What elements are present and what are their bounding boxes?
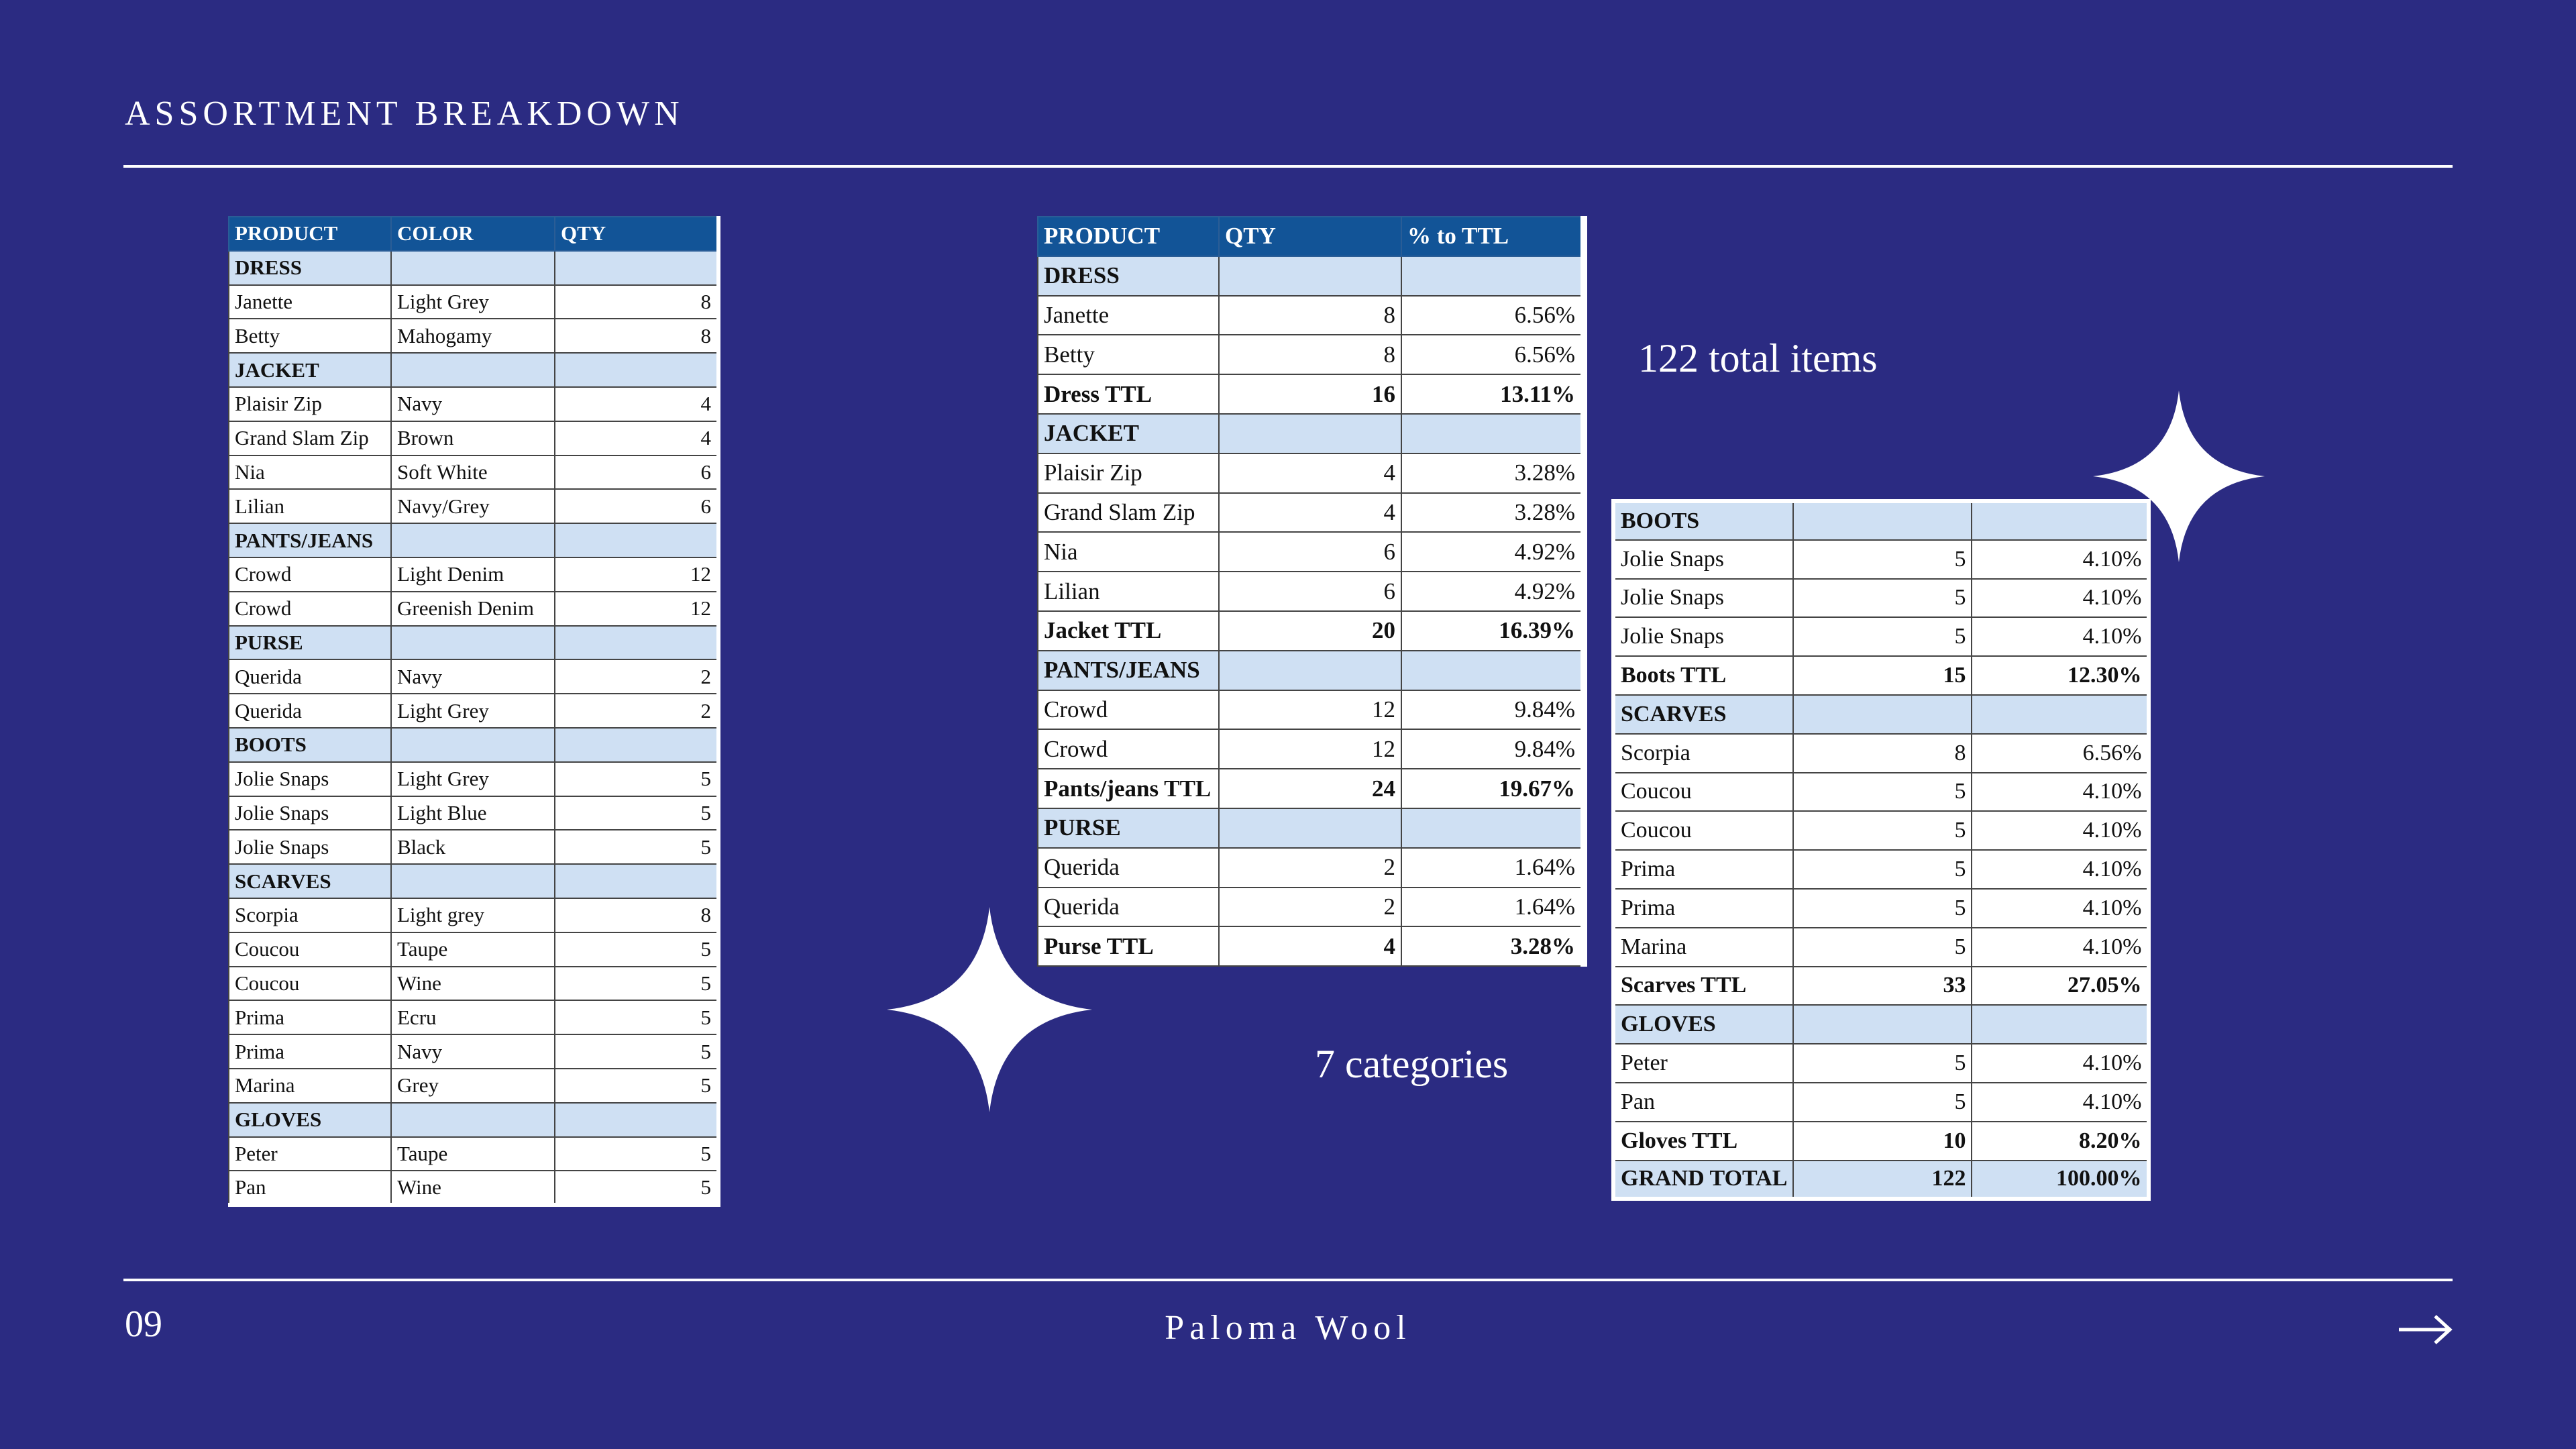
product-cell: JACKET [229,353,391,387]
product-cell: Jolie Snaps [1613,579,1793,618]
color-cell: Wine [391,1171,555,1205]
product-cell: Scorpia [229,898,391,932]
product-cell: Lilian [1038,572,1219,611]
category-row [1038,256,1584,296]
product-cell: Marina [1613,928,1793,967]
qty-cell: 4 [555,421,718,455]
category-row [229,353,718,387]
qty-cell: 5 [1793,1083,1972,1122]
pct-cell: 4.92% [1401,532,1584,572]
color-cell [391,251,555,285]
qty-cell: 5 [555,830,718,864]
top-divider [123,165,2453,168]
total-row [1613,656,2149,695]
totals-table-1-body [1038,217,1584,966]
product-cell: Janette [229,285,391,319]
brand-name: Paloma Wool [1165,1309,1411,1347]
table-row [1613,1044,2149,1083]
qty-cell: 8 [1793,734,1972,773]
product-cell: Crowd [229,557,391,592]
table-row [229,830,718,864]
assortment-table-by-color [228,216,720,1207]
product-cell: Grand Slam Zip [1038,493,1219,533]
total-items-note: 122 total items [1638,336,1878,380]
pct-cell: 9.84% [1401,690,1584,730]
product-cell: Querida [1038,888,1219,927]
table-row [1038,453,1584,493]
table-row [229,285,718,319]
qty-cell: 12 [1219,690,1401,730]
product-cell: Purse TTL [1038,926,1219,966]
qty-cell: 8 [555,898,718,932]
qty-cell: 5 [555,967,718,1001]
product-cell: Prima [1613,889,1793,928]
color-cell [391,864,555,898]
total-row [1038,611,1584,651]
pct-cell: 16.39% [1401,611,1584,651]
qty-cell: 2 [1219,848,1401,888]
column-header: QTY [1219,217,1401,256]
pct-cell: 4.10% [1972,1083,2149,1122]
color-cell: Light Grey [391,762,555,796]
color-cell: Light grey [391,898,555,932]
qty-cell [1219,808,1401,848]
totals-table-2-body [1613,501,2149,1199]
product-cell: Janette [1038,296,1219,335]
column-header: QTY [555,217,718,251]
color-cell [391,353,555,387]
color-cell: Light Grey [391,694,555,728]
pct-cell: 1.64% [1401,888,1584,927]
qty-cell: 33 [1793,967,1972,1006]
pct-cell: 8.20% [1972,1122,2149,1161]
pct-cell [1401,256,1584,296]
qty-cell: 4 [1219,453,1401,493]
product-cell: Nia [1038,532,1219,572]
category-row [1613,1005,2149,1044]
product-cell: Querida [1038,848,1219,888]
category-row [1038,651,1584,690]
qty-cell: 24 [1219,769,1401,808]
pct-cell: 4.10% [1972,579,2149,618]
grand-total-row [1613,1161,2149,1199]
qty-cell: 8 [1219,335,1401,374]
product-cell: Pants/jeans TTL [1038,769,1219,808]
qty-cell: 6 [1219,532,1401,572]
qty-cell [555,353,718,387]
table-row [1613,928,2149,967]
table-row [229,762,718,796]
qty-cell: 16 [1219,374,1401,414]
pct-cell: 4.10% [1972,889,2149,928]
product-cell: JACKET [1038,414,1219,453]
qty-cell: 12 [555,557,718,592]
qty-cell: 2 [1219,888,1401,927]
product-cell: Dress TTL [1038,374,1219,414]
qty-cell: 10 [1793,1122,1972,1161]
pct-cell: 4.10% [1972,540,2149,579]
qty-cell: 5 [555,1171,718,1205]
color-cell: Navy [391,1034,555,1069]
color-cell [391,626,555,660]
column-header: PRODUCT [229,217,391,251]
qty-cell: 5 [555,796,718,830]
qty-cell: 5 [1793,617,1972,656]
pct-cell [1972,695,2149,734]
table-row [1038,888,1584,927]
product-cell: Jolie Snaps [1613,617,1793,656]
table-row [1613,540,2149,579]
arrow-right-icon[interactable] [2398,1313,2453,1346]
table-row [229,1000,718,1034]
product-cell: Querida [229,659,391,694]
pct-cell: 6.56% [1401,296,1584,335]
qty-cell: 20 [1219,611,1401,651]
product-cell: Pan [1613,1083,1793,1122]
category-row [1613,501,2149,540]
qty-cell: 6 [1219,572,1401,611]
bottom-divider [123,1279,2453,1281]
table-row [229,489,718,523]
pct-cell: 4.10% [1972,773,2149,812]
qty-cell: 8 [555,285,718,319]
product-cell: Gloves TTL [1613,1122,1793,1161]
column-header: COLOR [391,217,555,251]
product-cell: Coucou [1613,773,1793,812]
product-cell: Betty [1038,335,1219,374]
color-cell: Light Blue [391,796,555,830]
product-cell: GLOVES [229,1103,391,1137]
qty-cell: 4 [555,387,718,421]
table-row [1038,532,1584,572]
column-header: PRODUCT [1038,217,1219,256]
product-cell: Pan [229,1171,391,1205]
category-row [1038,808,1584,848]
total-row [1038,374,1584,414]
product-cell: Plaisir Zip [1038,453,1219,493]
product-cell: BOOTS [229,728,391,762]
product-cell: PANTS/JEANS [229,523,391,557]
table-row [1613,850,2149,889]
category-row [229,1103,718,1137]
color-cell: Taupe [391,1137,555,1171]
pct-cell: 100.00% [1972,1161,2149,1199]
product-cell: PURSE [1038,808,1219,848]
product-cell: DRESS [1038,256,1219,296]
product-cell: Lilian [229,489,391,523]
table-row [1038,572,1584,611]
qty-cell [555,1103,718,1137]
pct-cell: 13.11% [1401,374,1584,414]
table-row [1038,493,1584,533]
product-cell: Coucou [1613,811,1793,850]
header-row [1038,217,1584,256]
table-row [1613,811,2149,850]
product-cell: Jolie Snaps [1613,540,1793,579]
qty-cell [555,864,718,898]
qty-cell: 5 [555,1069,718,1103]
table-row [229,592,718,626]
table-row [1613,734,2149,773]
color-cell: Black [391,830,555,864]
color-cell: Greenish Denim [391,592,555,626]
pct-cell: 12.30% [1972,656,2149,695]
product-cell: GRAND TOTAL [1613,1161,1793,1199]
product-cell: Marina [229,1069,391,1103]
qty-cell [1793,1005,1972,1044]
qty-cell: 5 [555,1137,718,1171]
qty-cell [1793,501,1972,540]
table-row [229,557,718,592]
pct-cell: 3.28% [1401,453,1584,493]
qty-cell: 2 [555,694,718,728]
table-row [1613,773,2149,812]
pct-cell: 27.05% [1972,967,2149,1006]
slide-title: ASSORTMENT BREAKDOWN [125,95,684,133]
color-cell: Mahogamy [391,319,555,353]
table-row [1038,690,1584,730]
qty-cell: 8 [555,319,718,353]
category-row [229,864,718,898]
table-row [1613,579,2149,618]
product-cell: Crowd [229,592,391,626]
pct-cell: 9.84% [1401,729,1584,769]
qty-cell: 5 [1793,928,1972,967]
product-cell: SCARVES [229,864,391,898]
table-row [229,421,718,455]
product-cell: Scorpia [1613,734,1793,773]
table-row [1613,889,2149,928]
pct-cell [1401,651,1584,690]
color-cell: Brown [391,421,555,455]
qty-cell: 5 [555,1034,718,1069]
qty-cell [1219,256,1401,296]
qty-cell: 5 [1793,579,1972,618]
qty-cell: 8 [1219,296,1401,335]
four-point-star-icon [2093,390,2265,562]
category-row [229,251,718,285]
color-cell: Light Grey [391,285,555,319]
total-row [1038,926,1584,966]
table-row [229,1137,718,1171]
table-row [229,932,718,967]
table-row [229,455,718,490]
qty-cell: 4 [1219,493,1401,533]
categories-note: 7 categories [1315,1042,1509,1086]
qty-cell: 5 [1793,811,1972,850]
qty-cell: 5 [1793,889,1972,928]
qty-cell [555,626,718,660]
pct-cell: 4.10% [1972,850,2149,889]
qty-cell: 12 [1219,729,1401,769]
pct-cell: 3.28% [1401,926,1584,966]
pct-cell: 3.28% [1401,493,1584,533]
product-cell: BOOTS [1613,501,1793,540]
table-row [229,796,718,830]
qty-cell: 6 [555,455,718,490]
table-row [1613,617,2149,656]
product-cell: DRESS [229,251,391,285]
qty-cell: 6 [555,489,718,523]
table-row [1038,729,1584,769]
total-row [1613,1122,2149,1161]
category-row [1038,414,1584,453]
four-point-star-icon [887,907,1092,1112]
table-row [229,1171,718,1205]
color-cell: Light Denim [391,557,555,592]
table-row [1038,335,1584,374]
product-cell: Jolie Snaps [229,796,391,830]
color-cell: Navy [391,659,555,694]
product-cell: Plaisir Zip [229,387,391,421]
product-cell: Nia [229,455,391,490]
pct-cell [1972,1005,2149,1044]
product-cell: SCARVES [1613,695,1793,734]
product-cell: Crowd [1038,690,1219,730]
pct-cell: 4.10% [1972,617,2149,656]
table-row [229,319,718,353]
table-row [1038,296,1584,335]
page-number: 09 [125,1303,162,1345]
product-cell: Betty [229,319,391,353]
product-cell: Jacket TTL [1038,611,1219,651]
table-row [1038,848,1584,888]
qty-cell: 122 [1793,1161,1972,1199]
qty-cell: 12 [555,592,718,626]
product-cell: Prima [229,1034,391,1069]
product-cell: Grand Slam Zip [229,421,391,455]
product-cell: Crowd [1038,729,1219,769]
table-row [229,387,718,421]
pct-cell: 6.56% [1972,734,2149,773]
total-row [1613,967,2149,1006]
qty-cell [1793,695,1972,734]
assortment-table-body [229,217,718,1205]
table-row [1613,1083,2149,1122]
pct-cell: 4.10% [1972,928,2149,967]
assortment-totals-table-part-1 [1037,216,1587,967]
header-row [229,217,718,251]
color-cell [391,523,555,557]
qty-cell [1219,414,1401,453]
color-cell: Grey [391,1069,555,1103]
color-cell: Ecru [391,1000,555,1034]
qty-cell [555,523,718,557]
color-cell: Soft White [391,455,555,490]
pct-cell: 4.10% [1972,1044,2149,1083]
product-cell: PANTS/JEANS [1038,651,1219,690]
product-cell: Prima [229,1000,391,1034]
product-cell: Prima [1613,850,1793,889]
qty-cell: 5 [555,762,718,796]
category-row [229,523,718,557]
pct-cell: 4.10% [1972,811,2149,850]
qty-cell: 5 [1793,850,1972,889]
qty-cell: 5 [1793,1044,1972,1083]
qty-cell [555,728,718,762]
qty-cell: 5 [555,932,718,967]
total-row [1038,769,1584,808]
qty-cell: 5 [1793,540,1972,579]
product-cell: Jolie Snaps [229,830,391,864]
category-row [229,728,718,762]
product-cell: PURSE [229,626,391,660]
pct-cell: 6.56% [1401,335,1584,374]
product-cell: Jolie Snaps [229,762,391,796]
category-row [229,626,718,660]
pct-cell [1401,808,1584,848]
qty-cell [555,251,718,285]
color-cell [391,1103,555,1137]
qty-cell: 15 [1793,656,1972,695]
qty-cell: 4 [1219,926,1401,966]
color-cell [391,728,555,762]
product-cell: Coucou [229,967,391,1001]
assortment-totals-table-part-2 [1611,499,2151,1201]
table-row [229,967,718,1001]
color-cell: Navy/Grey [391,489,555,523]
product-cell: Querida [229,694,391,728]
qty-cell: 5 [1793,773,1972,812]
product-cell: Peter [229,1137,391,1171]
table-row [229,1034,718,1069]
qty-cell: 2 [555,659,718,694]
qty-cell [1219,651,1401,690]
pct-cell [1401,414,1584,453]
table-row [229,898,718,932]
table-row [229,694,718,728]
color-cell: Navy [391,387,555,421]
pct-cell: 4.92% [1401,572,1584,611]
table-row [229,1069,718,1103]
product-cell: GLOVES [1613,1005,1793,1044]
color-cell: Wine [391,967,555,1001]
pct-cell: 19.67% [1401,769,1584,808]
pct-cell: 1.64% [1401,848,1584,888]
column-header: % to TTL [1401,217,1584,256]
table-row [229,659,718,694]
product-cell: Boots TTL [1613,656,1793,695]
qty-cell: 5 [555,1000,718,1034]
color-cell: Taupe [391,932,555,967]
product-cell: Coucou [229,932,391,967]
product-cell: Peter [1613,1044,1793,1083]
category-row [1613,695,2149,734]
product-cell: Scarves TTL [1613,967,1793,1006]
